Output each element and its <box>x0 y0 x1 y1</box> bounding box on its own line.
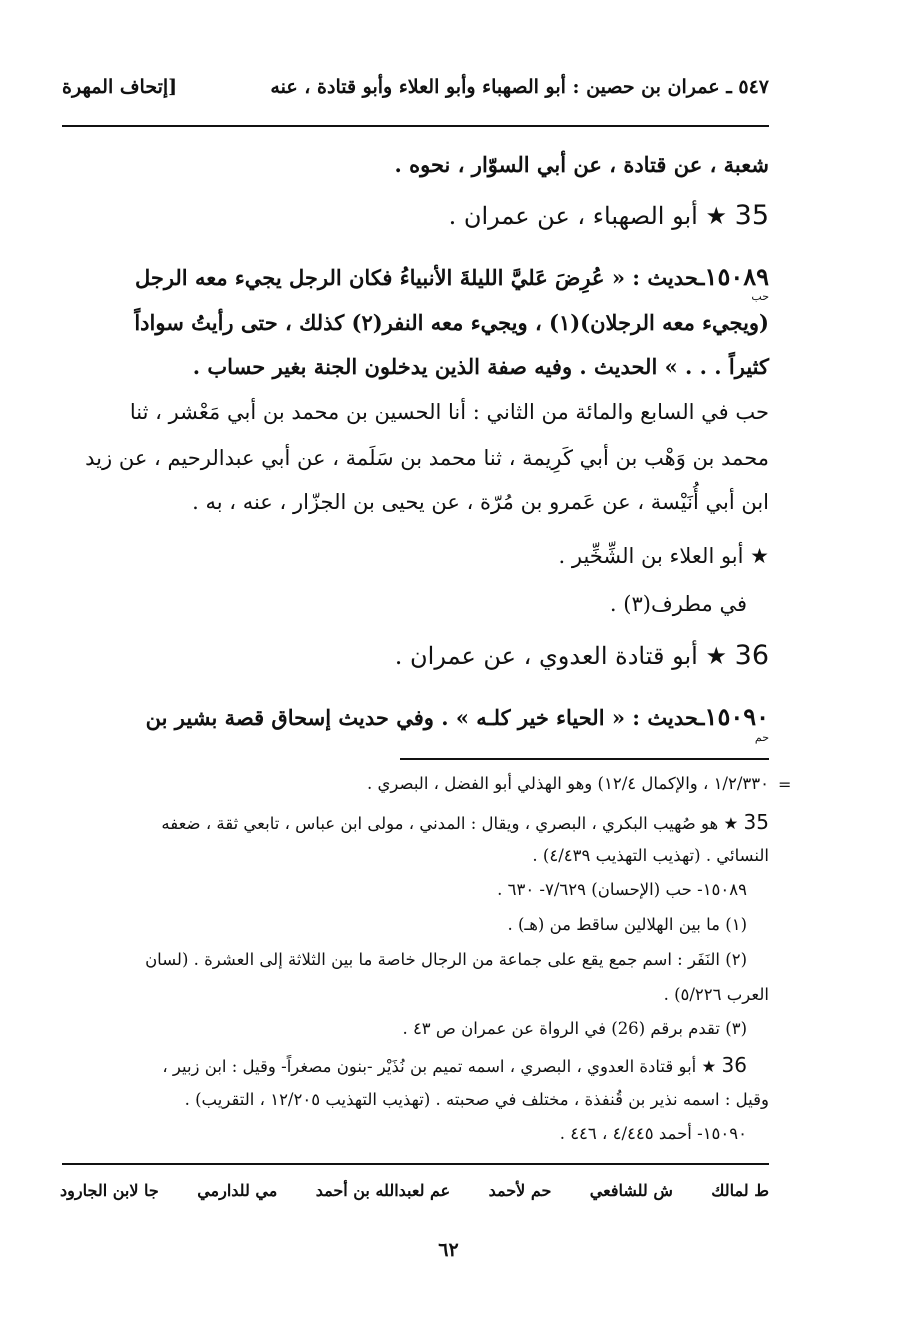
footnote-rule <box>400 758 769 760</box>
header-title: ٥٤٧ ـ عمران بن حصين : أبو الصهباء وأبو العلاء وأبو قتادة ، عنه <box>270 76 769 98</box>
footnote-line: ١٥٠٨٩- حب (الإحسان) ٧/٦٢٩- ٦٣٠ . <box>497 880 747 899</box>
text-line: شعبة ، عن قتادة ، عن أبي السوّار ، نحوه . <box>394 152 769 177</box>
continuation-mark: = <box>778 775 792 794</box>
text-line: (ويجيء معه الرجلان)(١) ، ويجيء معه النفر(٢) كذلك ، حتى رأيتُ سواداً <box>134 310 769 335</box>
page-number: ٦٢ <box>438 1239 459 1261</box>
star-icon: ★ <box>750 544 769 568</box>
star-icon: ★ <box>701 1057 717 1076</box>
text-line: حب في السابع والمائة من الثاني : أنا الحسين بن محمد بن أبي مَعْشر ، ثنا <box>129 400 769 424</box>
narrator-name: أبو الصهباء ، عن عمران . <box>448 202 698 230</box>
text-line: محمد بن وَهْب بن أبي كَرِيمة ، ثنا محمد بن سَلَمة ، عن أبي عبدالرحيم ، عن زيد <box>85 446 769 470</box>
narrator-name: أبو العلاء بن الشِّخِّير . <box>558 544 744 568</box>
footnote-number: 36 <box>721 1053 747 1077</box>
source-tag: حب <box>751 290 769 303</box>
footnote-number: 35 <box>743 810 769 834</box>
hadith-number: ١٥٠٨٩ <box>704 262 769 291</box>
star-icon: ★ <box>705 202 727 230</box>
footnote-line: ١٥٠٩٠- أحمد ٤/٤٤٥ ، ٤٤٦ . <box>559 1124 747 1143</box>
hadith-number: ١٥٠٩٠ <box>704 702 769 731</box>
footnote-line: (٢) النَفَر : اسم جمع يقع على جماعة من الرجال خاصة ما بين الثلاثة إلى العشرة . (لسان <box>145 950 747 969</box>
footnote-line: (٣) تقدم برقم (26) في الرواة عن عمران ص ٤٣ . <box>402 1019 747 1038</box>
footnote-narrator-36 <box>60 1053 747 1077</box>
text-line: كثيراً . . . » الحديث . وفيه صفة الذين يدخلون الجنة بغير حساب . <box>192 354 769 379</box>
narrator-number: 36 <box>734 640 769 671</box>
symbol-darimi: مي للدارمي <box>197 1181 278 1200</box>
footnote-narrator-35 <box>60 810 769 834</box>
source-tag: حم <box>754 731 769 744</box>
text-line: في مطرف(٣) . <box>609 592 747 616</box>
narrator-number: 35 <box>734 200 769 231</box>
footnote-line: وقيل : اسمه نذير بن قُنفذة ، مختلف في صحبته . (تهذيب التهذيب ١٢/٢٠٥ ، التقريب) . <box>184 1090 769 1109</box>
symbol-jarud: جا لابن الجارود <box>60 1181 159 1200</box>
hadith-text: ـحديث : « عُرِضَ عَليَّ الليلةَ الأنبياءُ فكان الرجل يجيء معه الرجل <box>134 265 705 290</box>
hadith-15090-line <box>60 702 769 731</box>
symbol-abdullah: عم لعبدالله بن أحمد <box>315 1181 451 1200</box>
symbol-ahmad: حم لأحمد <box>488 1181 552 1200</box>
footnote-line: النسائي . (تهذيب التهذيب ٤/٤٣٩) . <box>532 846 769 865</box>
footnote-line: (١) ما بين الهلالين ساقط من (هـ) . <box>507 915 747 934</box>
header-book-title: [إتحاف المهرة <box>62 76 178 98</box>
narrator-heading-35 <box>60 200 769 231</box>
text-line: ابن أبي أُنَيْسة ، عن عَمرو بن مُرّة ، عن يحيى بن الجزّار ، عنه ، به . <box>192 490 769 514</box>
running-header <box>62 76 769 98</box>
symbol-malik: ط لمالك <box>711 1181 769 1200</box>
footnote-text: أبو قتادة العدوي ، البصري ، اسمه تميم بن نُذَيْر -بنون مصغراً- وقيل : ابن زبير ، <box>162 1057 697 1076</box>
footnote-text: هو صُهيب البكري ، البصري ، ويقال : المدني ، مولى ابن عباس ، تابعي ثقة ، ضعفه <box>161 814 719 833</box>
star-icon: ★ <box>705 642 727 670</box>
narrator-name: أبو قتادة العدوي ، عن عمران . <box>394 642 698 670</box>
footnote-line: العرب ٥/٢٢٦) . <box>663 985 769 1004</box>
hadith-15089-line <box>60 262 769 291</box>
footnote-line: ١/٢/٣٣٠ ، والإكمال ١٢/٤) وهو الهذلي أبو الفضل ، البصري . <box>367 774 769 793</box>
symbols-rule <box>62 1163 769 1165</box>
source-symbols-legend <box>60 1181 769 1200</box>
narrator-heading-ala <box>60 544 769 568</box>
star-icon: ★ <box>723 814 739 833</box>
symbol-shafii: ش للشافعي <box>589 1181 673 1200</box>
hadith-text: ـحديث : « الحياء خير كلـه » . وفي حديث إسحاق قصة بشير بن <box>145 705 705 730</box>
header-rule <box>62 125 769 127</box>
narrator-heading-36 <box>60 640 769 671</box>
